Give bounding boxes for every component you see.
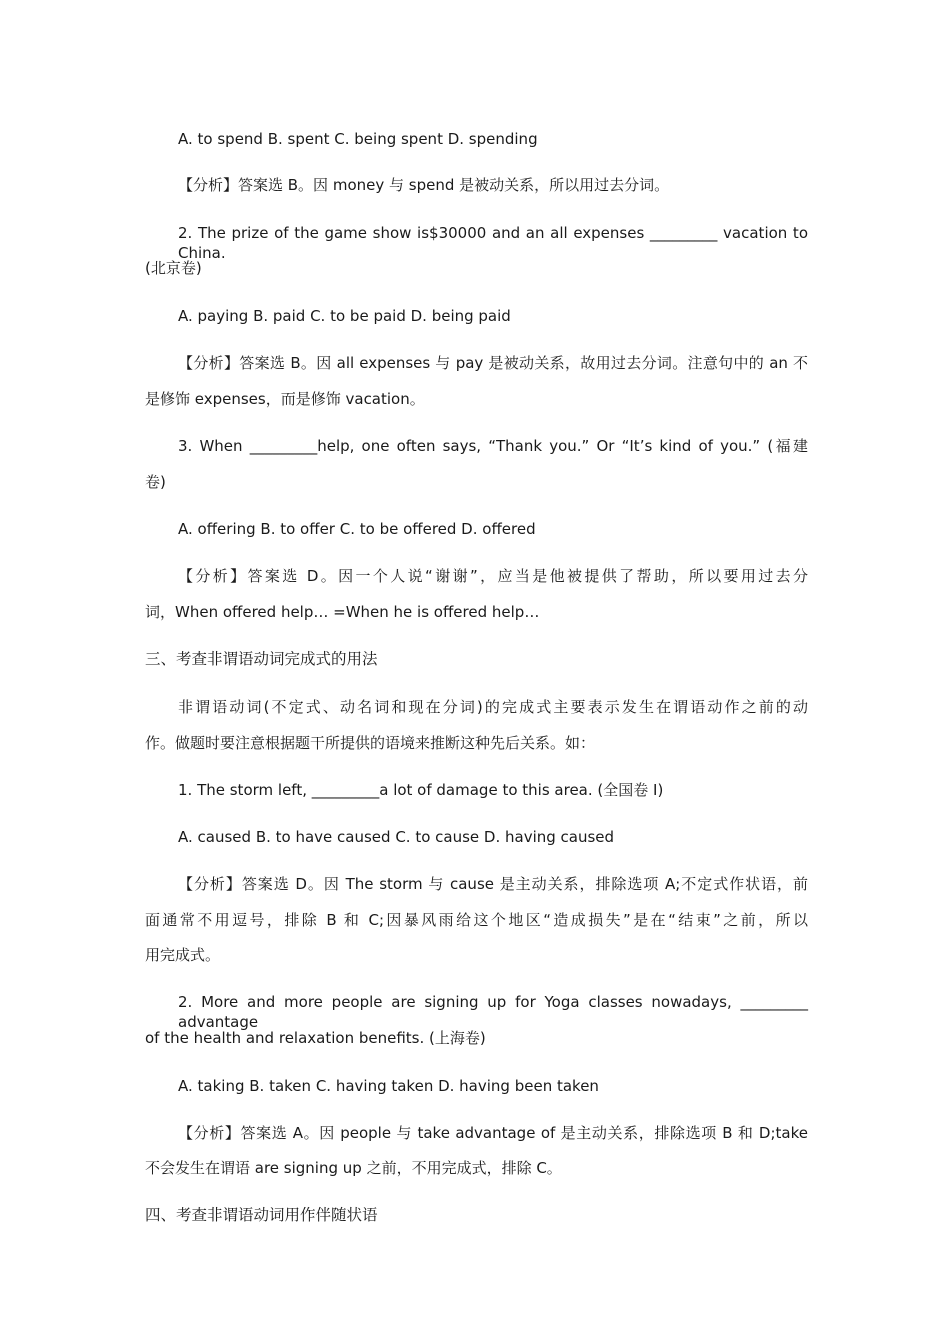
analysis-q3-line1: 【分析】答案选 D。因一个人说“谢谢”，应当是他被提供了帮助，所以要用过去分 [178, 567, 808, 585]
analysis-q3-line2: 词，When offered help… =When he is offered help… [145, 603, 540, 621]
analysis-s3-1-line3: 用完成式。 [145, 946, 221, 964]
analysis-q2-line2: 是修饰 expenses，而是修饰 vacation。 [145, 390, 425, 408]
section-3-intro-line2: 作。做题时要注意根据题干所提供的语境来推断这种先后关系。如： [145, 734, 596, 752]
analysis-q2-line1: 【分析】答案选 B。因 all expenses 与 pay 是被动关系，故用过去分词。注意句中的 an 不 [178, 354, 808, 372]
question-3-line1: 3. When _________help, one often says, “Thank you.” Or “It’s kind of you.” (福建 [178, 437, 808, 455]
question-s3-2-line1: 2. More and more people are signing up for Yoga classes nowadays, _________ advantage [178, 993, 808, 1031]
analysis-s3-1-line2: 面通常不用逗号，排除 B 和 C;因暴风雨给这个地区“造成损失”是在“结束”之前，所以 [145, 911, 808, 929]
option-line-q2: A. paying B. paid C. to be paid D. being paid [178, 307, 511, 325]
section-heading-3: 三、考查非谓语动词完成式的用法 [145, 650, 378, 668]
option-line-s3-2: A. taking B. taken C. having taken D. having been taken [178, 1077, 599, 1095]
question-s3-1: 1. The storm left, _________a lot of damage to this area. (全国卷 I) [178, 781, 664, 799]
analysis-s3-1-line1: 【分析】答案选 D。因 The storm 与 cause 是主动关系，排除选项 A;不定式作状语，前 [178, 875, 808, 893]
question-2-line2: (北京卷) [145, 259, 202, 277]
option-line-q3: A. offering B. to offer C. to be offered D. offered [178, 520, 536, 538]
question-3-line2: 卷) [145, 473, 166, 491]
question-s3-2-line2: of the health and relaxation benefits. (上海卷) [145, 1029, 486, 1047]
analysis-s3-2-line2: 不会发生在谓语 are signing up 之前，不用完成式，排除 C。 [145, 1159, 562, 1177]
option-line-s3-1: A. caused B. to have caused C. to cause D. having caused [178, 828, 615, 846]
option-line-q1: A. to spend B. spent C. being spent D. spending [178, 130, 538, 148]
section-3-intro-line1: 非谓语动词(不定式、动名词和现在分词)的完成式主要表示发生在谓语动作之前的动 [178, 698, 808, 716]
analysis-q1: 【分析】答案选 B。因 money 与 spend 是被动关系，所以用过去分词。 [178, 176, 670, 194]
analysis-s3-2-line1: 【分析】答案选 A。因 people 与 take advantage of 是主动关系，排除选项 B 和 D;take [178, 1124, 808, 1142]
section-heading-4: 四、考查非谓语动词用作伴随状语 [145, 1206, 378, 1224]
question-2-line1: 2. The prize of the game show is$30000 and an all expenses _________ vacation to China. [178, 224, 808, 262]
